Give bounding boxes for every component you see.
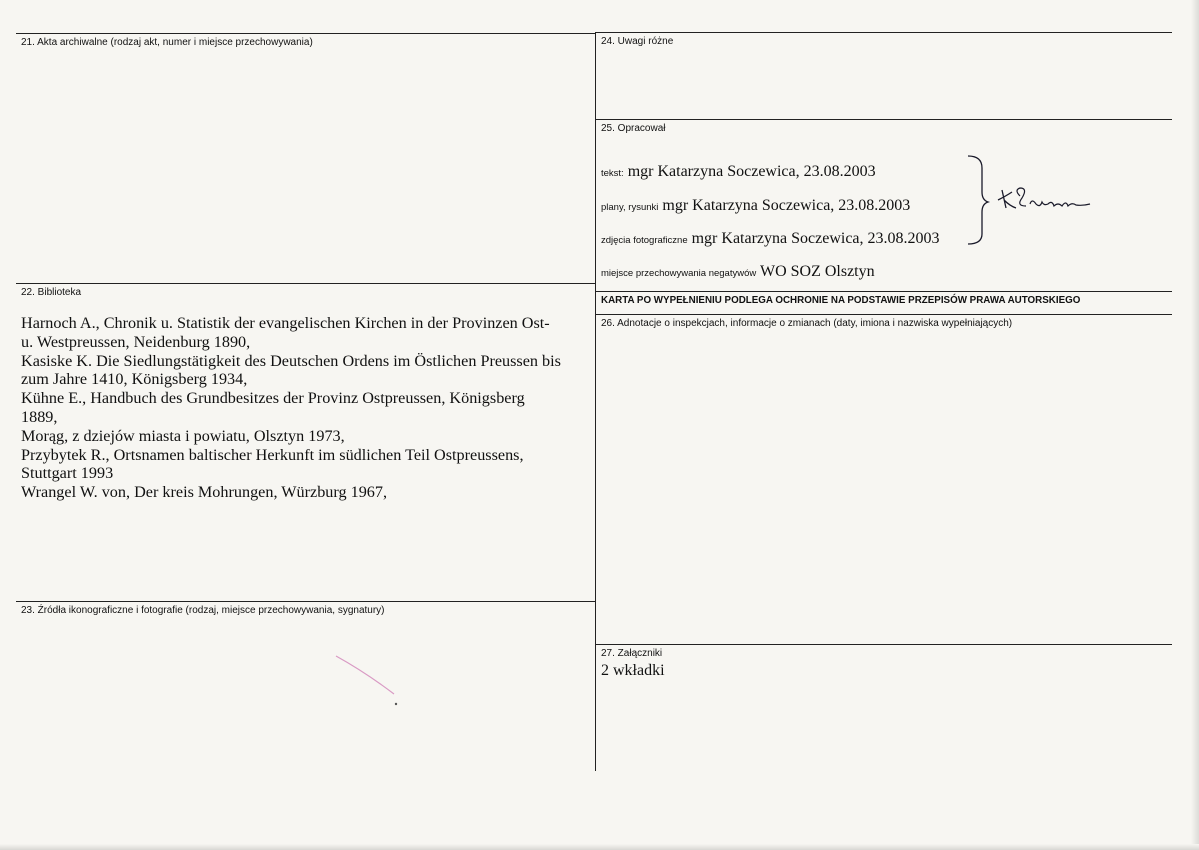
top-rule-left — [16, 33, 596, 34]
bibliography-line: Wrangel W. von, Der kreis Mohrungen, Würzburg 1967, — [21, 483, 388, 502]
top-rule-right — [596, 32, 1172, 33]
rule-27 — [596, 644, 1172, 645]
section-25-label: 25. Opracował — [601, 123, 666, 134]
paper-edge-right — [1191, 0, 1199, 850]
bibliography-line: zum Jahre 1410, Königsberg 1934, — [21, 370, 248, 389]
section-24-label: 24. Uwagi różne — [601, 36, 674, 47]
bibliography-list — [21, 314, 593, 502]
row-zdjecia — [601, 229, 940, 250]
rule-notice-top — [596, 291, 1172, 292]
bibliography-line: Stuttgart 1993 — [21, 464, 114, 483]
handwritten-signature — [968, 150, 1108, 250]
negatywy-value: WO SOZ Olsztyn — [759, 263, 875, 280]
rule-25 — [596, 119, 1172, 120]
rule-26 — [596, 314, 1172, 315]
bibliography-line: Kühne E., Handbuch des Grundbesitzes der Provinz Ostpreussen, Königsberg — [21, 389, 525, 408]
section-22-label: 22. Biblioteka — [21, 287, 82, 298]
section-26-label: 26. Adnotacje o inspekcjach, informacje o zmianach (daty, imiona i nazwiska wypełniających) — [601, 318, 1013, 329]
rule-22 — [16, 283, 596, 284]
section-23-label: 23. Źródła ikonograficzne i fotografie (rodzaj, miejsce przechowywania, sygnatury) — [21, 605, 385, 616]
copyright-notice: KARTA PO WYPEŁNIENIU PODLEGA OCHRONIE NA PODSTAWIE PRZEPISÓW PRAWA AUTORSKIEGO — [601, 295, 1081, 306]
plany-value: mgr Katarzyna Soczewica, 23.08.2003 — [662, 197, 911, 214]
bibliography-line: Kasiske K. Die Siedlungstätigkeit des Deutschen Ordens im Östlichen Preussen bis — [21, 351, 561, 370]
pen-mark — [330, 650, 405, 710]
bibliography-line: Morąg, z dziejów miasta i powiatu, Olsztyn 1973, — [21, 426, 345, 445]
negatywy-label: miejsce przechowywania negatywów — [601, 268, 757, 279]
zdjecia-label: zdjęcia fotograficzne — [601, 235, 688, 246]
bibliography-line: Przybytek R., Ortsnamen baltischer Herkunft im südlichen Teil Ostpreussens, — [21, 445, 524, 464]
section-27-label: 27. Załączniki — [601, 648, 663, 659]
section-21-label: 21. Akta archiwalne (rodzaj akt, numer i miejsce przechowywania) — [21, 37, 313, 48]
tekst-value: mgr Katarzyna Soczewica, 23.08.2003 — [627, 163, 876, 180]
plany-label: plany, rysunki — [601, 202, 659, 213]
bibliography-line: Harnoch A., Chronik u. Statistik der evangelischen Kirchen in der Provinzen Ost- — [21, 314, 550, 332]
row-plany — [601, 196, 910, 217]
row-negatywy — [601, 262, 875, 283]
zdjecia-value: mgr Katarzyna Soczewica, 23.08.2003 — [691, 230, 940, 247]
bibliography-line: u. Westpreussen, Neidenburg 1890, — [21, 332, 251, 351]
attachments-value: 2 wkładki — [601, 662, 665, 679]
row-tekst — [601, 162, 876, 183]
rule-23 — [16, 601, 596, 602]
paper-edge-bottom — [0, 844, 1199, 850]
center-divider — [595, 32, 596, 771]
bibliography-line: 1889, — [21, 407, 58, 426]
tekst-label: tekst: — [601, 168, 624, 179]
